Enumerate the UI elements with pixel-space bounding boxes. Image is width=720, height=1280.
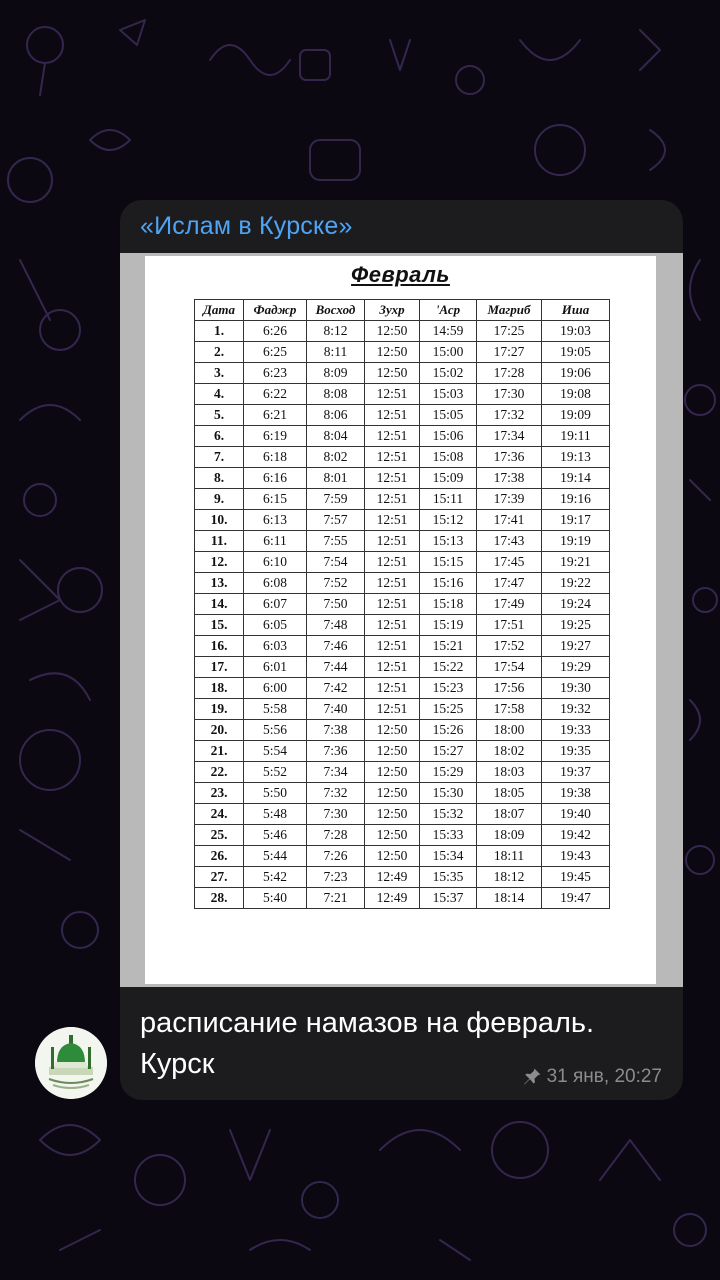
- channel-avatar[interactable]: [35, 1027, 107, 1099]
- time-cell: 12:51: [365, 405, 420, 426]
- time-cell: 18:09: [477, 825, 542, 846]
- time-cell: 12:50: [365, 363, 420, 384]
- time-cell: 12:50: [365, 846, 420, 867]
- time-cell: 8:06: [307, 405, 365, 426]
- time-cell: 15:09: [420, 468, 477, 489]
- time-cell: 17:51: [477, 615, 542, 636]
- date-cell: 28.: [195, 888, 244, 909]
- date-cell: 22.: [195, 762, 244, 783]
- table-row: [195, 678, 610, 699]
- time-cell: 6:25: [244, 342, 307, 363]
- time-cell: 17:54: [477, 657, 542, 678]
- time-cell: 15:03: [420, 384, 477, 405]
- date-cell: 26.: [195, 846, 244, 867]
- time-cell: 15:05: [420, 405, 477, 426]
- time-cell: 15:29: [420, 762, 477, 783]
- time-cell: 7:46: [307, 636, 365, 657]
- column-header: 'Аср: [420, 300, 477, 321]
- time-cell: 5:44: [244, 846, 307, 867]
- time-cell: 12:51: [365, 384, 420, 405]
- date-cell: 14.: [195, 594, 244, 615]
- date-cell: 27.: [195, 867, 244, 888]
- table-row: [195, 531, 610, 552]
- time-cell: 18:00: [477, 720, 542, 741]
- time-cell: 15:30: [420, 783, 477, 804]
- table-row: [195, 489, 610, 510]
- date-cell: 4.: [195, 384, 244, 405]
- date-cell: 18.: [195, 678, 244, 699]
- time-cell: 12:49: [365, 888, 420, 909]
- date-cell: 13.: [195, 573, 244, 594]
- time-cell: 14:59: [420, 321, 477, 342]
- time-cell: 12:51: [365, 468, 420, 489]
- date-cell: 7.: [195, 447, 244, 468]
- time-cell: 5:40: [244, 888, 307, 909]
- time-cell: 17:30: [477, 384, 542, 405]
- time-cell: 6:26: [244, 321, 307, 342]
- date-cell: 8.: [195, 468, 244, 489]
- time-cell: 12:51: [365, 594, 420, 615]
- time-cell: 12:50: [365, 762, 420, 783]
- time-cell: 12:51: [365, 678, 420, 699]
- time-cell: 15:25: [420, 699, 477, 720]
- time-cell: 8:11: [307, 342, 365, 363]
- time-cell: 7:28: [307, 825, 365, 846]
- table-header-row: [195, 300, 610, 321]
- time-cell: 19:17: [542, 510, 610, 531]
- time-cell: 15:18: [420, 594, 477, 615]
- time-cell: 12:51: [365, 531, 420, 552]
- time-cell: 12:51: [365, 552, 420, 573]
- table-row: [195, 363, 610, 384]
- time-cell: 17:45: [477, 552, 542, 573]
- time-cell: 7:57: [307, 510, 365, 531]
- time-cell: 12:50: [365, 825, 420, 846]
- time-cell: 15:26: [420, 720, 477, 741]
- time-cell: 12:51: [365, 657, 420, 678]
- column-header: Фаджр: [244, 300, 307, 321]
- date-cell: 24.: [195, 804, 244, 825]
- time-cell: 15:00: [420, 342, 477, 363]
- date-cell: 19.: [195, 699, 244, 720]
- time-cell: 6:03: [244, 636, 307, 657]
- time-cell: 15:34: [420, 846, 477, 867]
- table-row: [195, 657, 610, 678]
- time-cell: 12:51: [365, 489, 420, 510]
- date-cell: 11.: [195, 531, 244, 552]
- date-cell: 5.: [195, 405, 244, 426]
- time-cell: 7:26: [307, 846, 365, 867]
- date-cell: 12.: [195, 552, 244, 573]
- date-cell: 16.: [195, 636, 244, 657]
- time-cell: 17:34: [477, 426, 542, 447]
- time-cell: 17:36: [477, 447, 542, 468]
- time-cell: 12:49: [365, 867, 420, 888]
- time-cell: 7:23: [307, 867, 365, 888]
- time-cell: 19:21: [542, 552, 610, 573]
- time-cell: 19:11: [542, 426, 610, 447]
- time-cell: 7:44: [307, 657, 365, 678]
- table-row: [195, 552, 610, 573]
- table-row: [195, 804, 610, 825]
- time-cell: 19:08: [542, 384, 610, 405]
- time-cell: 15:27: [420, 741, 477, 762]
- time-cell: 19:40: [542, 804, 610, 825]
- time-cell: 19:27: [542, 636, 610, 657]
- time-cell: 19:30: [542, 678, 610, 699]
- table-row: [195, 342, 610, 363]
- time-cell: 12:50: [365, 741, 420, 762]
- time-cell: 5:46: [244, 825, 307, 846]
- time-cell: 7:21: [307, 888, 365, 909]
- time-cell: 6:15: [244, 489, 307, 510]
- time-cell: 19:47: [542, 888, 610, 909]
- post-meta: [522, 1066, 662, 1088]
- table-body: [195, 321, 610, 909]
- time-cell: 15:35: [420, 867, 477, 888]
- date-cell: 15.: [195, 615, 244, 636]
- time-cell: 15:16: [420, 573, 477, 594]
- time-cell: 15:32: [420, 804, 477, 825]
- time-cell: 6:13: [244, 510, 307, 531]
- time-cell: 12:51: [365, 426, 420, 447]
- time-cell: 6:21: [244, 405, 307, 426]
- time-cell: 6:07: [244, 594, 307, 615]
- time-cell: 17:39: [477, 489, 542, 510]
- time-cell: 17:41: [477, 510, 542, 531]
- time-cell: 12:51: [365, 615, 420, 636]
- time-cell: 15:21: [420, 636, 477, 657]
- time-cell: 8:12: [307, 321, 365, 342]
- time-cell: 6:16: [244, 468, 307, 489]
- table-row: [195, 846, 610, 867]
- time-cell: 19:14: [542, 468, 610, 489]
- time-cell: 15:06: [420, 426, 477, 447]
- time-cell: 15:08: [420, 447, 477, 468]
- time-cell: 7:48: [307, 615, 365, 636]
- time-cell: 5:52: [244, 762, 307, 783]
- time-cell: 18:02: [477, 741, 542, 762]
- time-cell: 19:03: [542, 321, 610, 342]
- time-cell: 18:07: [477, 804, 542, 825]
- channel-name[interactable]: «Ислам в Курске»: [140, 212, 353, 240]
- time-cell: 15:22: [420, 657, 477, 678]
- time-cell: 17:56: [477, 678, 542, 699]
- time-cell: 5:48: [244, 804, 307, 825]
- table-row: [195, 615, 610, 636]
- column-header: Зухр: [365, 300, 420, 321]
- time-cell: 6:18: [244, 447, 307, 468]
- time-cell: 19:29: [542, 657, 610, 678]
- date-cell: 3.: [195, 363, 244, 384]
- time-cell: 5:58: [244, 699, 307, 720]
- prayer-times-table: [194, 299, 610, 909]
- table-row: [195, 867, 610, 888]
- time-cell: 19:37: [542, 762, 610, 783]
- post-date: 31 янв, 20:27: [546, 1066, 662, 1087]
- date-cell: 21.: [195, 741, 244, 762]
- time-cell: 19:42: [542, 825, 610, 846]
- time-cell: 15:11: [420, 489, 477, 510]
- table-row: [195, 573, 610, 594]
- caption-line: расписание намазов на февраль.: [140, 1007, 595, 1039]
- time-cell: 8:04: [307, 426, 365, 447]
- table-row: [195, 783, 610, 804]
- time-cell: 18:14: [477, 888, 542, 909]
- time-cell: 8:01: [307, 468, 365, 489]
- table-row: [195, 468, 610, 489]
- date-cell: 6.: [195, 426, 244, 447]
- time-cell: 17:27: [477, 342, 542, 363]
- time-cell: 19:19: [542, 531, 610, 552]
- time-cell: 18:12: [477, 867, 542, 888]
- time-cell: 6:11: [244, 531, 307, 552]
- time-cell: 15:02: [420, 363, 477, 384]
- time-cell: 12:50: [365, 783, 420, 804]
- table-row: [195, 699, 610, 720]
- time-cell: 5:42: [244, 867, 307, 888]
- time-cell: 5:54: [244, 741, 307, 762]
- table-row: [195, 594, 610, 615]
- time-cell: 6:23: [244, 363, 307, 384]
- time-cell: 15:23: [420, 678, 477, 699]
- time-cell: 19:09: [542, 405, 610, 426]
- time-cell: 7:52: [307, 573, 365, 594]
- time-cell: 12:51: [365, 510, 420, 531]
- time-cell: 18:11: [477, 846, 542, 867]
- table-row: [195, 741, 610, 762]
- time-cell: 6:08: [244, 573, 307, 594]
- time-cell: 7:30: [307, 804, 365, 825]
- table-row: [195, 720, 610, 741]
- mosque-dome-icon: [35, 1027, 107, 1099]
- time-cell: 19:05: [542, 342, 610, 363]
- date-cell: 23.: [195, 783, 244, 804]
- table-row: [195, 825, 610, 846]
- time-cell: 7:54: [307, 552, 365, 573]
- time-cell: 12:50: [365, 804, 420, 825]
- time-cell: 19:22: [542, 573, 610, 594]
- table-row: [195, 426, 610, 447]
- time-cell: 12:50: [365, 321, 420, 342]
- time-cell: 17:58: [477, 699, 542, 720]
- time-cell: 15:15: [420, 552, 477, 573]
- time-cell: 12:50: [365, 720, 420, 741]
- column-header: Иша: [542, 300, 610, 321]
- time-cell: 17:25: [477, 321, 542, 342]
- time-cell: 19:38: [542, 783, 610, 804]
- month-title: Февраль: [351, 262, 450, 287]
- column-header: Дата: [195, 300, 244, 321]
- time-cell: 19:16: [542, 489, 610, 510]
- time-cell: 18:03: [477, 762, 542, 783]
- time-cell: 17:43: [477, 531, 542, 552]
- time-cell: 19:32: [542, 699, 610, 720]
- time-cell: 8:02: [307, 447, 365, 468]
- date-cell: 10.: [195, 510, 244, 531]
- time-cell: 19:24: [542, 594, 610, 615]
- table-row: [195, 405, 610, 426]
- time-cell: 12:50: [365, 342, 420, 363]
- time-cell: 17:49: [477, 594, 542, 615]
- time-cell: 8:09: [307, 363, 365, 384]
- date-cell: 17.: [195, 657, 244, 678]
- schedule-sheet: [145, 256, 656, 984]
- time-cell: 17:32: [477, 405, 542, 426]
- time-cell: 5:56: [244, 720, 307, 741]
- time-cell: 6:19: [244, 426, 307, 447]
- date-cell: 25.: [195, 825, 244, 846]
- time-cell: 7:36: [307, 741, 365, 762]
- table-row: [195, 510, 610, 531]
- table-row: [195, 384, 610, 405]
- time-cell: 15:13: [420, 531, 477, 552]
- time-cell: 17:38: [477, 468, 542, 489]
- column-header: Магриб: [477, 300, 542, 321]
- channel-post-bubble[interactable]: [120, 200, 683, 1100]
- time-cell: 6:01: [244, 657, 307, 678]
- table-row: [195, 762, 610, 783]
- date-cell: 2.: [195, 342, 244, 363]
- column-header: Восход: [307, 300, 365, 321]
- date-cell: 1.: [195, 321, 244, 342]
- time-cell: 15:19: [420, 615, 477, 636]
- schedule-photo[interactable]: [120, 253, 683, 987]
- date-cell: 9.: [195, 489, 244, 510]
- time-cell: 8:08: [307, 384, 365, 405]
- time-cell: 19:43: [542, 846, 610, 867]
- time-cell: 12:51: [365, 447, 420, 468]
- pin-icon: [522, 1067, 542, 1087]
- time-cell: 7:38: [307, 720, 365, 741]
- time-cell: 6:00: [244, 678, 307, 699]
- table-row: [195, 636, 610, 657]
- time-cell: 18:05: [477, 783, 542, 804]
- time-cell: 19:45: [542, 867, 610, 888]
- time-cell: 19:35: [542, 741, 610, 762]
- time-cell: 5:50: [244, 783, 307, 804]
- table-row: [195, 321, 610, 342]
- time-cell: 19:25: [542, 615, 610, 636]
- time-cell: 7:55: [307, 531, 365, 552]
- time-cell: 15:37: [420, 888, 477, 909]
- time-cell: 19:13: [542, 447, 610, 468]
- time-cell: 6:05: [244, 615, 307, 636]
- time-cell: 7:34: [307, 762, 365, 783]
- table-row: [195, 447, 610, 468]
- time-cell: 7:42: [307, 678, 365, 699]
- time-cell: 7:50: [307, 594, 365, 615]
- table-row: [195, 888, 610, 909]
- time-cell: 7:32: [307, 783, 365, 804]
- time-cell: 12:51: [365, 699, 420, 720]
- caption-line: Курск: [140, 1048, 215, 1080]
- time-cell: 17:28: [477, 363, 542, 384]
- time-cell: 17:52: [477, 636, 542, 657]
- time-cell: 7:40: [307, 699, 365, 720]
- time-cell: 19:06: [542, 363, 610, 384]
- time-cell: 12:51: [365, 636, 420, 657]
- time-cell: 6:22: [244, 384, 307, 405]
- time-cell: 19:33: [542, 720, 610, 741]
- time-cell: 12:51: [365, 573, 420, 594]
- date-cell: 20.: [195, 720, 244, 741]
- time-cell: 17:47: [477, 573, 542, 594]
- time-cell: 15:12: [420, 510, 477, 531]
- time-cell: 7:59: [307, 489, 365, 510]
- time-cell: 15:33: [420, 825, 477, 846]
- time-cell: 6:10: [244, 552, 307, 573]
